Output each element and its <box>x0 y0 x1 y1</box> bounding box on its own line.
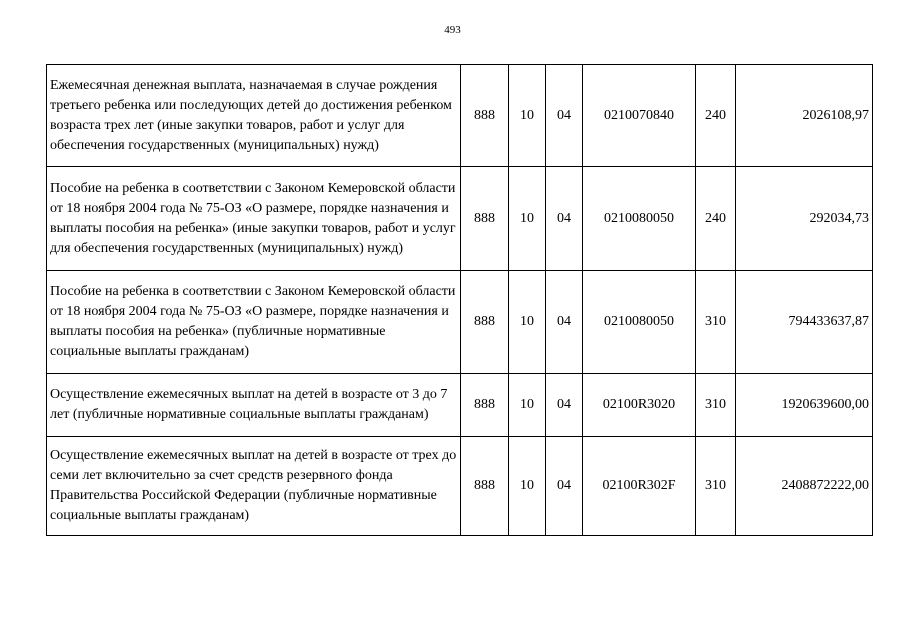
table-row <box>47 437 873 536</box>
section-code: 10 <box>509 271 546 374</box>
amount: 2408872222,00 <box>736 437 873 536</box>
target-code: 02100R3020 <box>583 374 696 437</box>
amount: 292034,73 <box>736 167 873 271</box>
expense-type-code: 310 <box>696 374 736 437</box>
table-row <box>47 271 873 374</box>
section-code: 10 <box>509 167 546 271</box>
row-description: Пособие на ребенка в соответствии с Законом Кемеровской области от 18 ноября 2004 года № 75-ОЗ «О размере, порядке назначения и выплаты пособия на ребенка» (иные закупки товаров, работ и услуг для обеспечения государственных (муниципальных) нужд) <box>47 167 461 271</box>
page-number: 493 <box>444 24 461 36</box>
ministry-code: 888 <box>461 271 509 374</box>
amount: 2026108,97 <box>736 65 873 167</box>
row-description: Осуществление ежемесячных выплат на детей в возрасте от 3 до 7 лет (публичные нормативные социальные выплаты гражданам) <box>47 374 461 437</box>
ministry-code: 888 <box>461 374 509 437</box>
ministry-code: 888 <box>461 65 509 167</box>
subsection-code: 04 <box>546 374 583 437</box>
target-code: 0210070840 <box>583 65 696 167</box>
section-code: 10 <box>509 374 546 437</box>
row-description: Осуществление ежемесячных выплат на детей в возрасте от трех до семи лет включительно за счет средств резервного фонда Правительства Российской Федерации (публичные нормативные социальные выплаты гражданам) <box>47 437 461 536</box>
amount: 1920639600,00 <box>736 374 873 437</box>
target-code: 0210080050 <box>583 271 696 374</box>
ministry-code: 888 <box>461 167 509 271</box>
expense-type-code: 240 <box>696 167 736 271</box>
section-code: 10 <box>509 65 546 167</box>
row-description: Ежемесячная денежная выплата, назначаемая в случае рождения третьего ребенка или последующих детей до достижения ребенком возраста трех лет (иные закупки товаров, работ и услуг для обеспечения государственных (муниципальных) нужд) <box>47 65 461 167</box>
row-description: Пособие на ребенка в соответствии с Законом Кемеровской области от 18 ноября 2004 года № 75-ОЗ «О размере, порядке назначения и выплаты пособия на ребенка» (публичные нормативные социальные выплаты гражданам) <box>47 271 461 374</box>
expense-type-code: 240 <box>696 65 736 167</box>
table-row <box>47 167 873 271</box>
target-code: 02100R302F <box>583 437 696 536</box>
amount: 794433637,87 <box>736 271 873 374</box>
target-code: 0210080050 <box>583 167 696 271</box>
table-row <box>47 65 873 167</box>
budget-table <box>46 64 873 536</box>
subsection-code: 04 <box>546 167 583 271</box>
section-code: 10 <box>509 437 546 536</box>
subsection-code: 04 <box>546 65 583 167</box>
subsection-code: 04 <box>546 271 583 374</box>
subsection-code: 04 <box>546 437 583 536</box>
table-row <box>47 374 873 437</box>
expense-type-code: 310 <box>696 271 736 374</box>
ministry-code: 888 <box>461 437 509 536</box>
expense-type-code: 310 <box>696 437 736 536</box>
